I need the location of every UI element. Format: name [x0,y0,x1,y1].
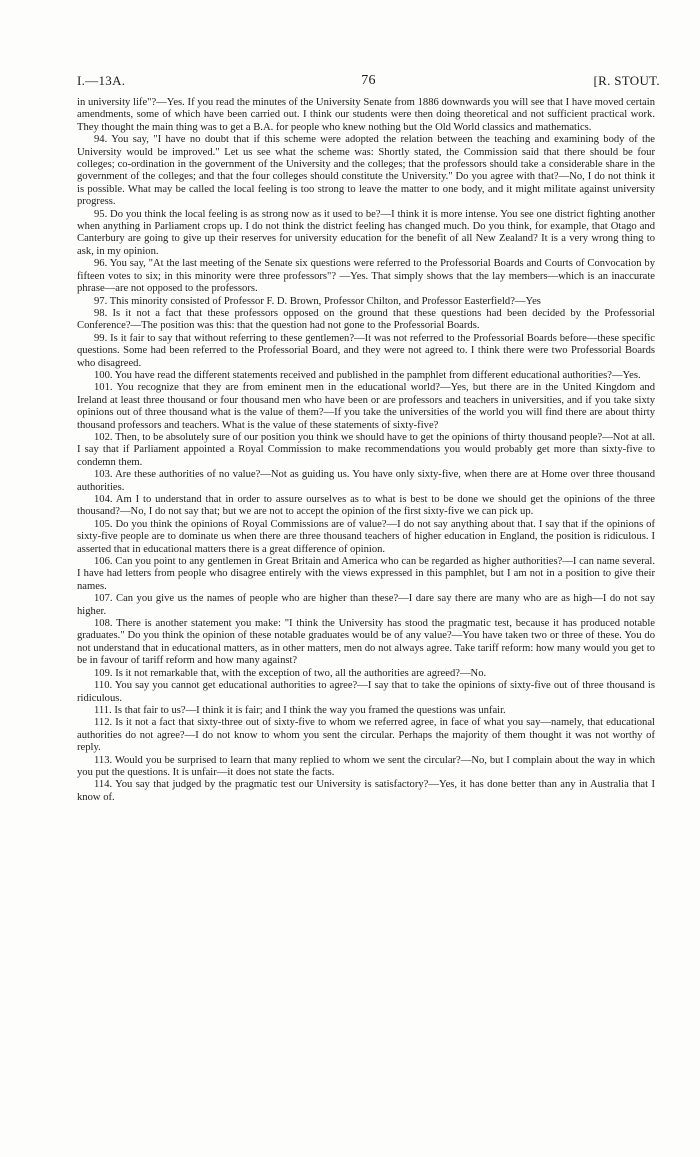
witness-name: [R. STOUT. [593,73,660,88]
evidence-text [77,97,655,804]
question-104: 104. Am I to understand that in order to assure ourselves as to what is best to be done we should get the opinions of the three thousand?—No, I do not say that; but we are not to accept the opinion of the first sixty-five we can pick up. [77,494,655,518]
question-106: 106. Can you point to any gentlemen in Great Britain and America who can be regarded as higher authorities?—I can name several. I have had letters from people who disagree entirely with the views expressed in this pamphlet, but I am not in a position to give their names. [77,556,655,592]
document-reference: I.—13A. [77,73,126,88]
question-107: 107. Can you give us the names of people who are higher than these?—I dare say there are many who are as high—I do not say higher. [77,593,655,617]
question-112: 112. Is it not a fact that sixty-three out of sixty-five to whom we referred agree, in face of what you say—namely, that educational authorities do not agree?—I do not know to whom you sent the circular. Perhaps the majority of them thought it was not worthy of reply. [77,717,655,754]
question-101: 101. You recognize that they are from eminent men in the educational world?—Yes, but there are in the United Kingdom and Ireland at least three thousand or four thousand men who have been or are professors and teachers in universities, and if you take sixty opinions out of three thousand what is the value of them?—If you take the universities of the world you will find there are about thirty thousand professors and teachers. What is the value of these statements of sixty-five? [77,382,655,431]
question-100: 100. You have read the different statements received and published in the pamphlet from different educational authorities?—Yes. [94,369,641,381]
question-95: 95. Do you think the local feeling is as strong now as it used to be?—I think it is more intense. You see one district fighting another when anything in Parliament crops up. I do not think the district feeling has changed much. Do you think, for example, that Otago and Canterbury are going to give up their reserves for university education for the benefit of all New Zealand? It is a very wrong thing to ask, in my opinion. [77,208,655,257]
question-94: 94. You say, "I have no doubt that if this scheme were adopted the relation between the teaching and examining body of the University would be improved." Let us see what the scheme was: Shortly stated, the Commission said that there should be four colleges; co-ordination in the government of the University and the colleges; that the professors should take a considerable share in the government of the colleges; and that the four colleges should constitute the University." Do you agree with that?—No, I do not think it is possible. What may be called the local feeling is too strong to leave the matter to one body, and it might militate against university progress. [77,134,655,208]
question-110: 110. You say you cannot get educational authorities to agree?—I say that to take the opinions of sixty-five out of three thousand is ridiculous. [77,680,655,704]
question-114: 114. You say that judged by the pragmatic test our University is satisfactory?—Yes, it has done better than any in Australia that I know of. [77,779,655,803]
question-111: 111. Is that fair to us?—I think it is fair; and I think the way you framed the questions was unfair. [94,704,506,716]
running-header [77,73,660,91]
question-113: 113. Would you be surprised to learn that many replied to whom we sent the circular?—No, but I complain about the way in which you put the questions. It is unfair—it does not state the facts. [77,754,655,778]
question-105: 105. Do you think the opinions of Royal Commissions are of value?—I do not say anything about that. I say that if the opinions of sixty-five people are to dominate us when there are three thousand teachers of higher education in England, the position is ridiculous. I asserted that in educational matters there is a great difference of opinion. [77,518,655,555]
question-109: 109. Is it not remarkable that, with the exception of two, all the authorities are agreed?—No. [94,667,487,679]
page-number: 76 [361,73,376,88]
question-102: 102. Then, to be absolutely sure of our position you think we should have to get the opinions of thirty thousand people?—Not at all. I say that if Parliament appointed a Royal Commission to make recommendations you would probably get more than sixty-five to condemn them. [77,431,655,468]
continued-paragraph: in university life"?—Yes. If you read the minutes of the University Senate from 1886 downwards you will see that I have moved certain amendments, some of which have been carried out. I think our students were then doing theoretical and not sufficient practical work. They thought the main thing was to get a B.A. for people who knew nothing but the Old World classics and mathematics. [77,97,655,133]
question-103: 103. Are these authorities of no value?—Not as guiding us. You have only sixty-five, when there are at Home over three thousand authorities. [77,469,655,493]
question-108: 108. There is another statement you make: "I think the University has stood the pragmatic test, because it has produced notable graduates." Do you think the opinion of these notable graduates would be of any value?—You have taken two or three of these. You do not understand that in educational matters, as in other matters, men do not always agree. Take tariff reform: how many would you get to be in favour of tariff reform and how many against? [77,618,655,667]
question-99: 99. Is it fair to say that without referring to these gentlemen?—It was not referred to the Professorial Boards before—these specific questions. Some had been referred to the Professorial Board, and they were not agreed to. I think there were two Professorial Boards who disagreed. [77,332,655,369]
question-97: 97. This minority consisted of Professor F. D. Brown, Professor Chilton, and Professor Easterfield?—Yes [94,295,541,307]
question-98: 98. Is it not a fact that these professors opposed on the ground that these questions had been decided by the Professorial Conference?—The position was this: that the question had not gone to the Professorial Boards. [77,307,655,332]
question-96: 96. You say, "At the last meeting of the Senate six questions were referred to the Professorial Boards and Courts of Convocation by fifteen votes to six; in this minority were three professors"? —Yes. That simply shows that the lay members—which is an inaccurate phrase—are not opposed to the professors. [77,258,655,295]
